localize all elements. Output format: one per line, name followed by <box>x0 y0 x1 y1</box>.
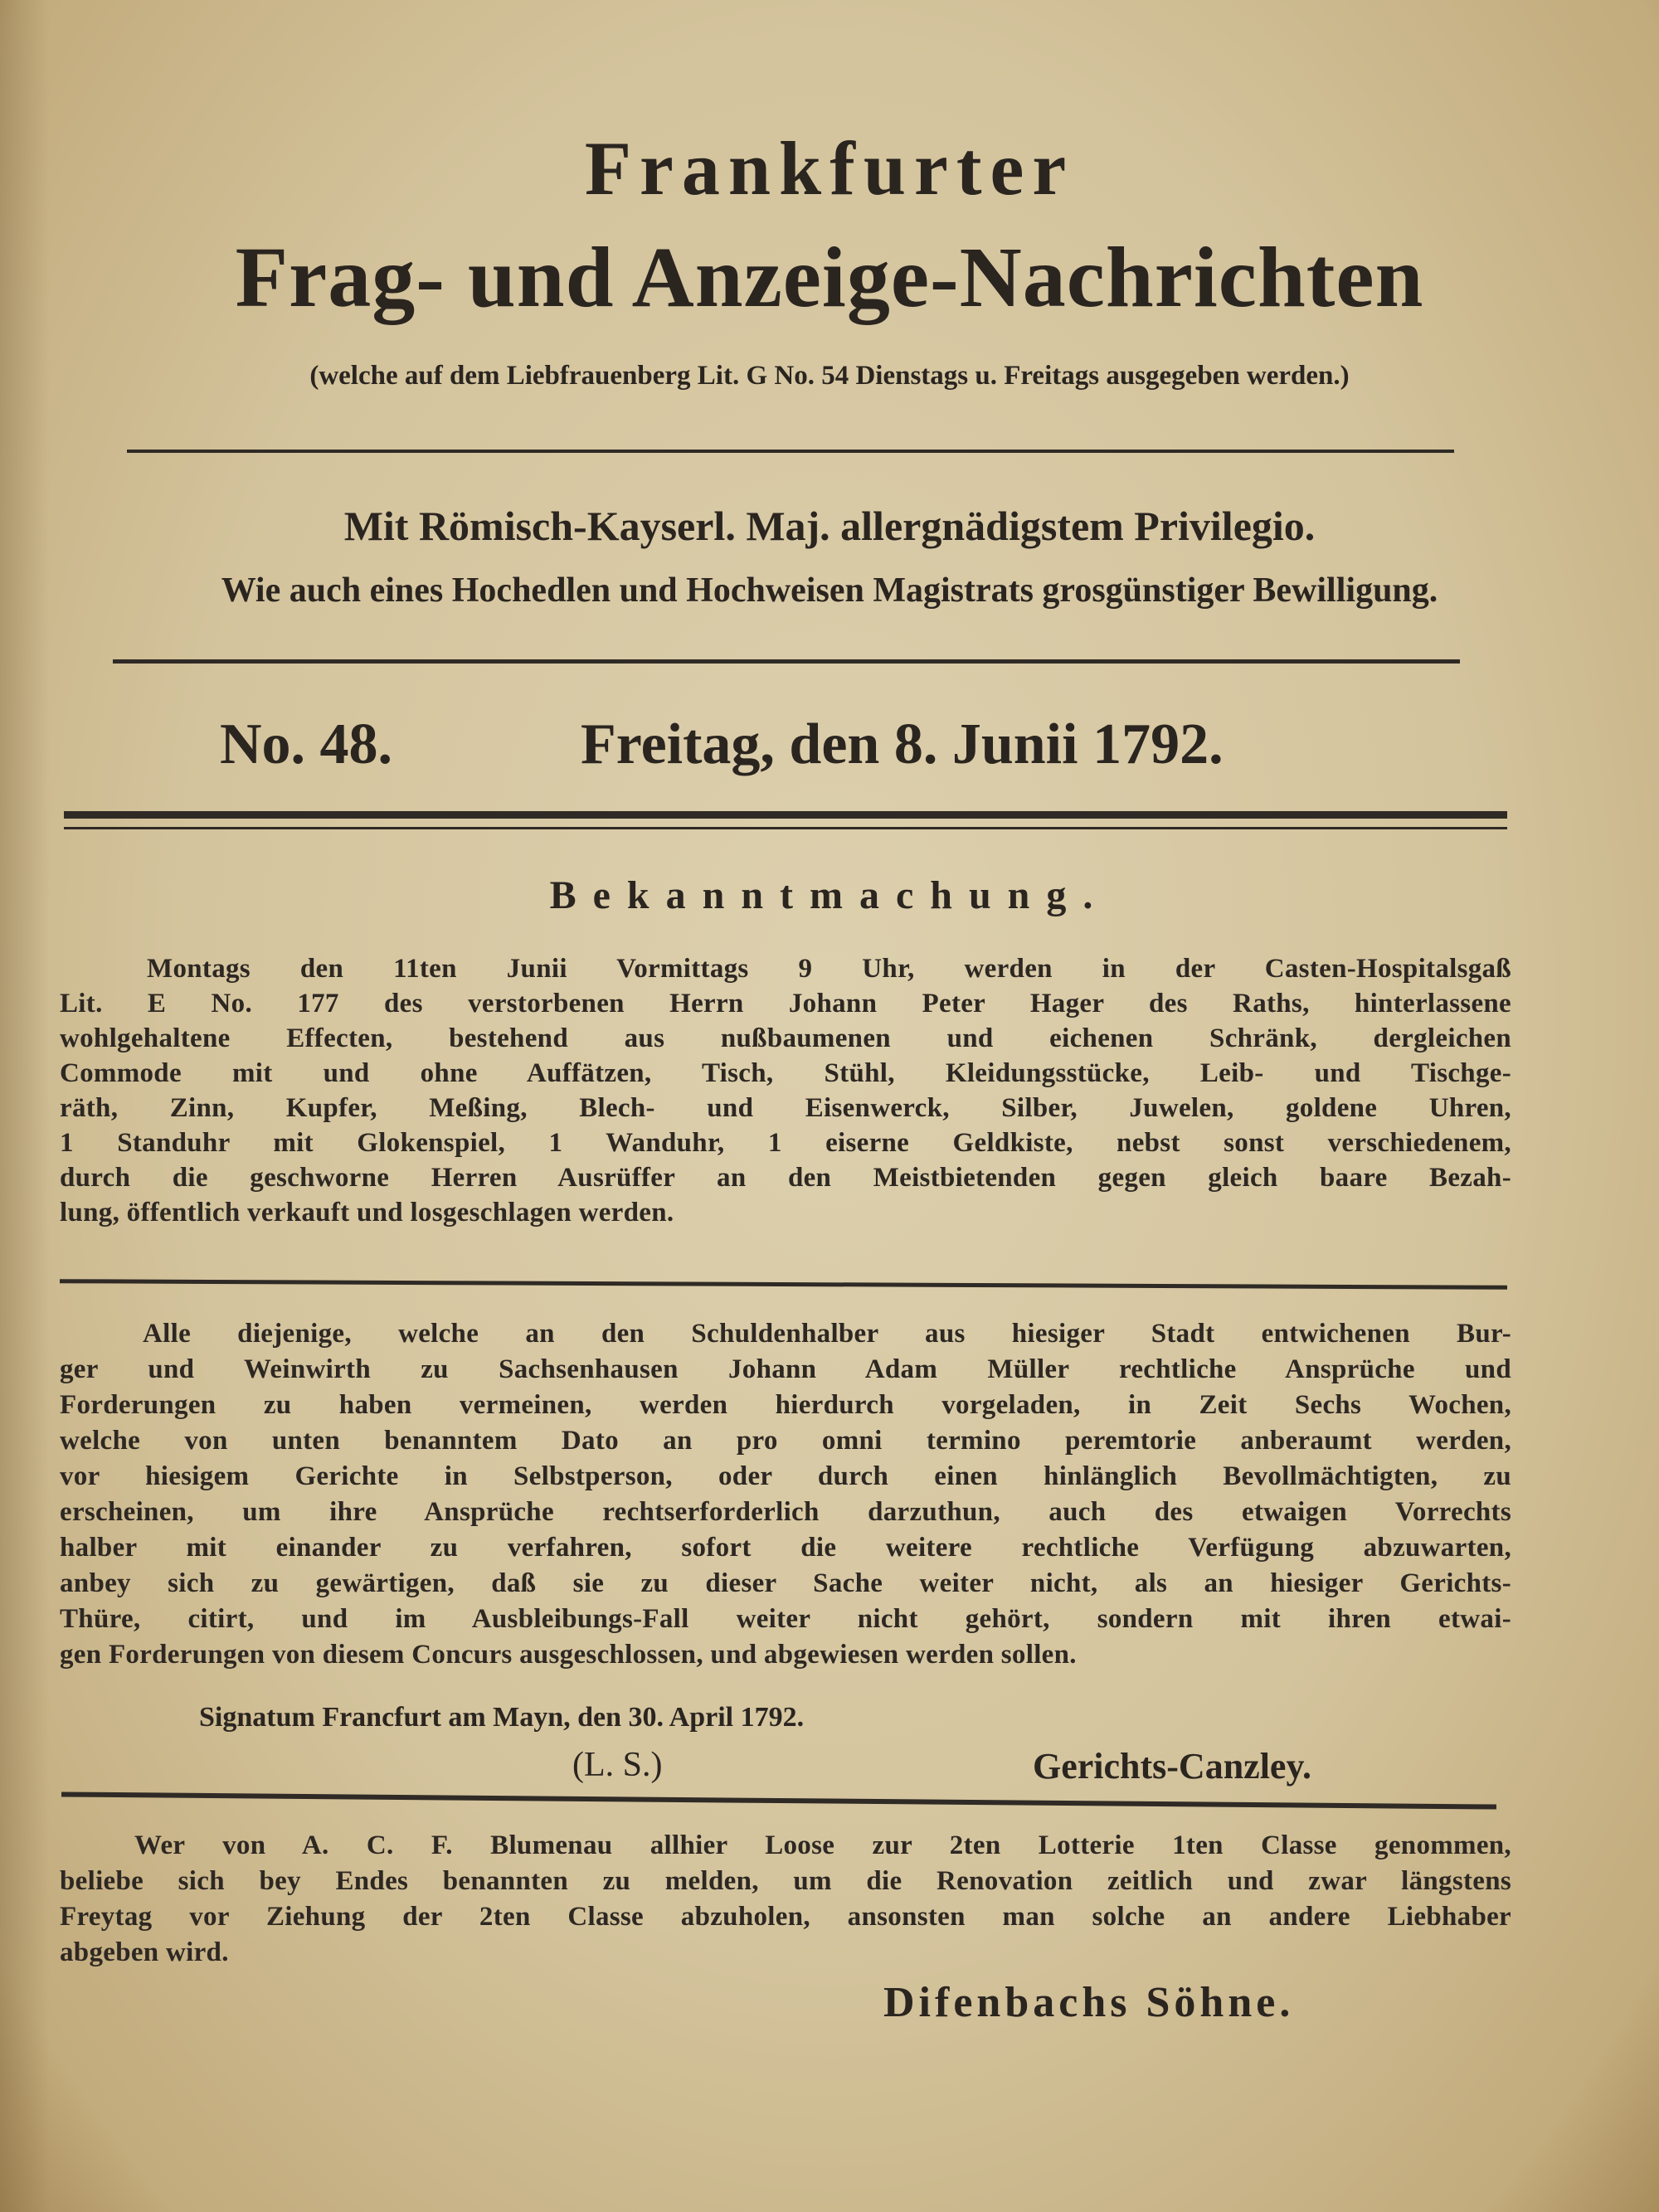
text-line: durch die geschworne Herren Ausrüffer an den Meistbietenden gegen gleich baare Bezah- <box>60 1163 1511 1193</box>
masthead-title-line1: Frankfurter <box>584 126 1075 211</box>
text-line: beliebe sich bey Endes benannten zu melden, um die Renovation zeitlich und zwar längstens <box>60 1866 1511 1896</box>
divider-rule <box>127 450 1454 453</box>
text-line: Wer von A. C. F. Blumenau allhier Loose zur 2ten Lotterie 1ten Classe genommen, <box>134 1830 1511 1860</box>
text-line: Commode mit und ohne Auffätzen, Tisch, Stühl, Kleidungsstücke, Leib- und Tischge- <box>60 1058 1511 1088</box>
privilege-line-2: Wie auch eines Hochedlen und Hochweisen Magistrats grosgünstiger Bewilligung. <box>221 571 1438 610</box>
text-line: Montags den 11ten Junii Vormittags 9 Uhr, werden in der Casten-Hospitalsgaß <box>147 954 1511 984</box>
issue-number: No. 48. <box>220 712 393 776</box>
text-line: 1 Standuhr mit Glokenspiel, 1 Wanduhr, 1 eiserne Geldkiste, nebst sonst verschiedenem, <box>60 1128 1511 1158</box>
text-line: welche von unten benanntem Dato an pro omni termino peremtorie anberaumt werden, <box>60 1426 1511 1456</box>
double-rule-top <box>64 811 1507 819</box>
seal-mark: (L. S.) <box>572 1746 663 1784</box>
double-rule-bottom <box>64 827 1507 829</box>
text-line: Alle diejenige, welche an den Schuldenhalber aus hiesiger Stadt entwichenen Bur- <box>143 1319 1511 1349</box>
signatum-line: Signatum Francfurt am Mayn, den 30. April 1792. <box>199 1702 805 1733</box>
divider-rule <box>113 659 1460 664</box>
text-line: Thüre, citirt, und im Ausbleibungs-Fall weiter nicht gehört, sondern mit ihren etwai- <box>60 1604 1511 1634</box>
text-line: vor hiesigem Gerichte in Selbstperson, oder durch einen hinlänglich Bevollmächtigten, zu <box>60 1461 1511 1491</box>
text-line: Forderungen zu haben vermeinen, werden hierdurch vorgeladen, in Zeit Sechs Wochen, <box>60 1390 1511 1420</box>
issue-date: Freitag, den 8. Junii 1792. <box>581 712 1224 776</box>
text-line: halber mit einander zu verfahren, sofort die weitere rechtliche Verfügung abzuwarten, <box>60 1533 1511 1563</box>
masthead-subtitle: (welche auf dem Liebfrauenberg Lit. G No. 54 Dienstags u. Freitags ausgegeben werden.) <box>309 361 1350 391</box>
text-line: abgeben wird. <box>60 1937 229 1967</box>
text-line: Lit. E No. 177 des verstorbenen Herrn Johann Peter Hager des Raths, hinterlassene <box>60 989 1511 1018</box>
text-line: lung, öffentlich verkauft und losgeschlagen werden. <box>60 1198 674 1228</box>
text-line: wohlgehaltene Effecten, bestehend aus nußbaumenen und eichenen Schränk, dergleichen <box>60 1023 1511 1053</box>
signer: Gerichts-Canzley. <box>1033 1746 1312 1787</box>
text-line: gen Forderungen von diesem Concurs ausgeschlossen, und abgewiesen werden sollen. <box>60 1640 1077 1670</box>
divider-rule <box>60 1279 1507 1290</box>
notice-heading: Bekanntmachung. <box>549 873 1110 917</box>
page-edge-shadow <box>0 0 50 2212</box>
text-line: ger und Weinwirth zu Sachsenhausen Johann Adam Müller rechtliche Ansprüche und <box>60 1354 1511 1384</box>
signer: Difenbachs Söhne. <box>883 1979 1295 2026</box>
text-line: erscheinen, um ihre Ansprüche rechtserforderlich darzuthun, auch des etwaigen Vorrechts <box>60 1497 1511 1527</box>
text-line: anbey sich zu gewärtigen, daß sie zu dieser Sache weiter nicht, als an hiesiger Gerichts- <box>60 1568 1511 1598</box>
privilege-line-1: Mit Römisch-Kayserl. Maj. allergnädigstem Privilegio. <box>343 503 1316 549</box>
divider-rule <box>61 1791 1496 1809</box>
masthead-title-line2: Frag- und Anzeige-Nachrichten <box>235 230 1424 325</box>
text-line: Freytag vor Ziehung der 2ten Classe abzuholen, ansonsten man solche an andere Liebhaber <box>60 1902 1511 1932</box>
text-line: räth, Zinn, Kupfer, Meßing, Blech- und Eisenwerck, Silber, Juwelen, goldene Uhren, <box>60 1093 1511 1123</box>
